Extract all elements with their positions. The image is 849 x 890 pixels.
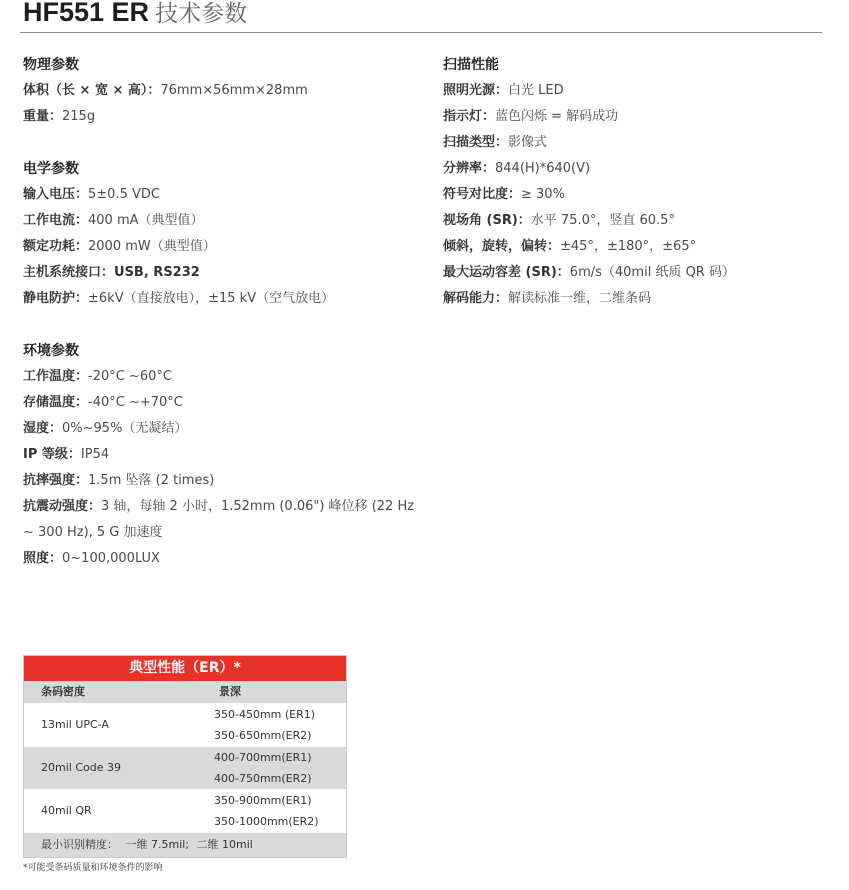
spec-label: 体积（长 × 宽 × 高）： — [23, 83, 161, 98]
spec-row-ip-rating — [23, 442, 423, 468]
section-heading-electrical: 电学参数 — [23, 161, 79, 177]
spec-label: 照度： — [23, 551, 63, 566]
spec-label: 指示灯： — [443, 109, 496, 124]
spec-row-illumination — [23, 546, 423, 572]
spec-row-operating-temp — [23, 364, 423, 390]
depth-cell: 350-650mm(ER2) — [214, 729, 312, 742]
spec-value: 3 轴，每轴 2 小时，1.52mm (0.06") 峰位移 (22 Hz ~ 300 Hz), 5 G 加速度 — [23, 499, 415, 540]
spec-label: 抗摔强度： — [23, 473, 89, 488]
min-resolution-2d: 二维 10mil — [196, 838, 253, 851]
spec-row-resolution — [443, 156, 843, 182]
spec-value: ±45°，±180°，±65° — [560, 239, 697, 254]
depth-cell: 350-450mm (ER1) — [214, 708, 316, 721]
spec-row-interface — [23, 260, 423, 286]
spec-value: 0~100,000LUX — [62, 551, 160, 566]
spec-value: 76mm×56mm×28mm — [160, 83, 308, 98]
footnote: *可能受条码质量和环境条件的影响 — [23, 863, 163, 873]
spec-row-drop — [23, 468, 423, 494]
min-resolution-label: 最小识别精度： — [41, 838, 118, 851]
spec-value: USB, RS232 — [114, 265, 200, 280]
spec-value: 蓝色闪烁 = 解码成功 — [495, 109, 619, 124]
spec-value: 水平 75.0°，竖直 60.5° — [530, 213, 675, 228]
depth-cell: 350-900mm(ER1) — [214, 794, 312, 807]
spec-label: 静电防护： — [23, 291, 89, 306]
spec-value: 影像式 — [508, 135, 548, 150]
spec-row-indicator — [443, 104, 843, 130]
spec-row-dimensions — [23, 78, 423, 104]
density-cell: 20mil Code 39 — [41, 761, 121, 774]
spec-row-current — [23, 208, 423, 234]
table-row — [24, 789, 346, 832]
spec-label: 工作电流： — [23, 213, 89, 228]
spec-value: 1.5m 坠落 (2 times) — [88, 473, 215, 488]
spec-value: 解读标准一维，二维条码 — [508, 291, 652, 306]
spec-label: 湿度： — [23, 421, 63, 436]
column-header-density: 条码密度 — [41, 685, 85, 698]
spec-value: 6m/s（40mil 纸质 QR 码） — [569, 265, 735, 280]
spec-label: 重量： — [23, 109, 63, 124]
spec-value: 844(H)*640(V) — [495, 161, 591, 176]
section-gap — [23, 130, 423, 156]
spec-row-power — [23, 234, 423, 260]
spec-row-contrast — [443, 182, 843, 208]
spec-row-illumination-source — [443, 78, 843, 104]
spec-row-scan-type — [443, 130, 843, 156]
performance-table — [23, 655, 347, 858]
column-header-depth: 景深 — [219, 685, 241, 698]
title-divider — [20, 32, 822, 33]
density-cell: 13mil UPC-A — [41, 718, 109, 731]
density-cell: 40mil QR — [41, 804, 92, 817]
performance-table-header — [24, 681, 346, 703]
spec-value: -40°C ~+70°C — [88, 395, 183, 410]
spec-value: 5±0.5 VDC — [88, 187, 160, 202]
spec-label: 分辨率： — [443, 161, 496, 176]
performance-table-title: 典型性能（ER）* — [24, 656, 346, 681]
spec-value: 0%~95%（无凝结） — [62, 421, 188, 436]
spec-label: 最大运动容差 (SR)： — [443, 265, 570, 280]
spec-label: IP 等级： — [23, 447, 81, 462]
spec-row-storage-temp — [23, 390, 423, 416]
table-row — [24, 746, 346, 789]
spec-label: 扫描类型： — [443, 135, 509, 150]
depth-cell: 400-700mm(ER1) — [214, 751, 312, 764]
spec-label: 额定功耗： — [23, 239, 89, 254]
spec-label: 主机系统接口： — [23, 265, 115, 280]
spec-row-motion-tolerance — [443, 260, 843, 286]
spec-row-input-voltage — [23, 182, 423, 208]
spec-value: 400 mA（典型值） — [88, 213, 204, 228]
spec-value: -20°C ~60°C — [88, 369, 172, 384]
spec-row-field-of-view — [443, 208, 843, 234]
section-heading-environment: 环境参数 — [23, 343, 79, 359]
min-resolution-row — [24, 832, 346, 857]
spec-label: 抗震动强度： — [23, 499, 102, 514]
spec-value: 215g — [62, 109, 96, 124]
spec-row-humidity — [23, 416, 423, 442]
spec-row-esd — [23, 286, 423, 312]
table-row — [24, 703, 346, 746]
spec-label: 存储温度： — [23, 395, 89, 410]
spec-value: ≥ 30% — [521, 187, 565, 202]
spec-value: 2000 mW（典型值） — [88, 239, 216, 254]
section-gap — [23, 312, 423, 338]
spec-row-decode — [443, 286, 843, 312]
spec-label: 照明光源： — [443, 83, 509, 98]
spec-row-vibration — [23, 494, 418, 546]
spec-label: 工作温度： — [23, 369, 89, 384]
spec-label: 倾斜，旋转，偏转： — [443, 239, 561, 254]
spec-value: 白光 LED — [508, 83, 564, 98]
spec-label: 视场角 (SR)： — [443, 213, 531, 228]
right-column — [443, 52, 843, 312]
spec-label: 输入电压： — [23, 187, 89, 202]
page-title — [23, 0, 247, 32]
depth-cell: 350-1000mm(ER2) — [214, 815, 319, 828]
spec-value: ±6kV（直接放电），±15 kV（空气放电） — [88, 291, 335, 306]
spec-label: 符号对比度： — [443, 187, 522, 202]
model-name: HF551 ER — [23, 0, 150, 27]
section-heading-scan: 扫描性能 — [443, 57, 499, 73]
spec-row-angles — [443, 234, 843, 260]
spec-value: IP54 — [80, 447, 110, 462]
spec-label: 解码能力： — [443, 291, 509, 306]
depth-cell: 400-750mm(ER2) — [214, 772, 312, 785]
section-heading-physical: 物理参数 — [23, 57, 79, 73]
spec-row-weight — [23, 104, 423, 130]
page-subtitle: 技术参数 — [155, 1, 248, 27]
left-column — [23, 52, 423, 572]
min-resolution-1d: 一维 7.5mil; — [125, 838, 190, 851]
